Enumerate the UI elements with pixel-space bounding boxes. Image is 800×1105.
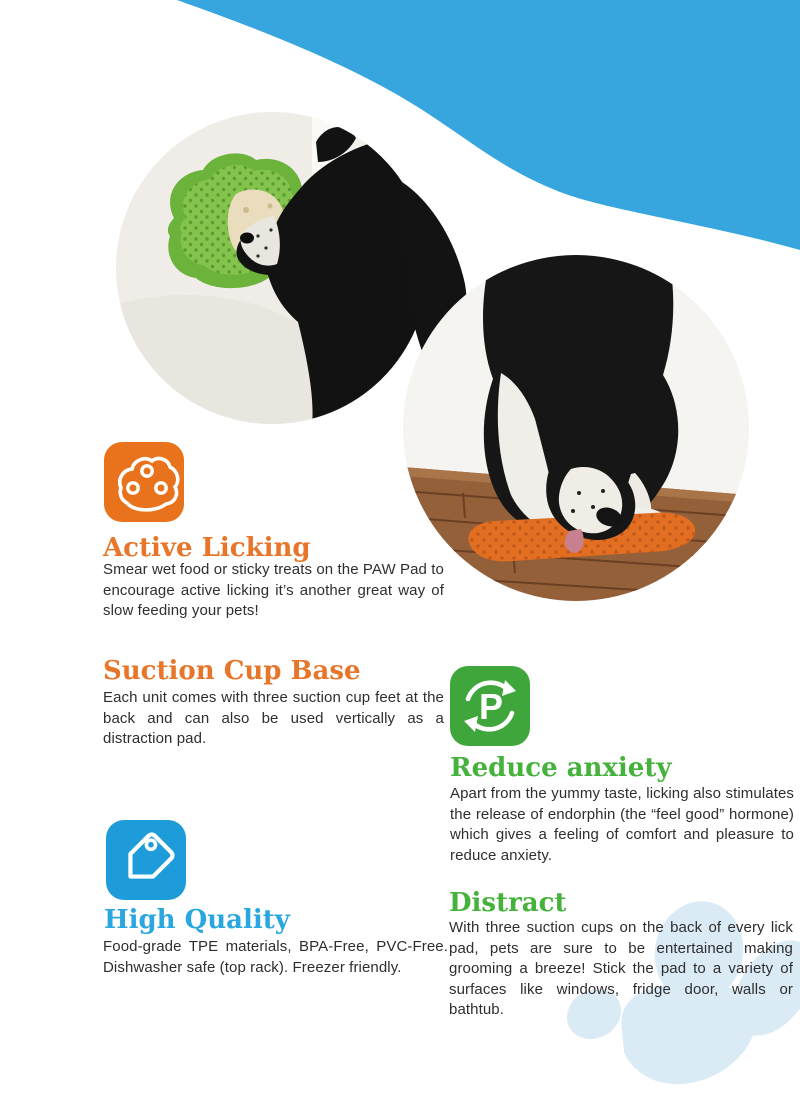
lick-pad-icon xyxy=(104,442,184,522)
svg-text:P: P xyxy=(478,686,504,727)
feature-title-high-quality: High Quality xyxy=(104,905,290,935)
dog-nose xyxy=(240,233,254,244)
price-tag-icon xyxy=(106,820,186,900)
feature-body-reduce-anxiety: Apart from the yummy taste, licking also stimulates the release of endorphin (the “feel good” hormone) which gives a feeling of comfort and pleasure to reduce anxiety. xyxy=(450,785,794,864)
feature-body-active-licking: Smear wet food or sticky treats on the PAW Pad to encourage active licking it’s another great way of slow feeding your pets! xyxy=(103,561,444,619)
feature-body-distract: With three suction cups on the back of every lick pad, pets are sure to be entertained making grooming a breeze! Stick the pad to a variety of surfaces like windows, fridge door, walls or bathtub. xyxy=(449,919,793,1018)
photo-dog-licking-wall-pad xyxy=(116,112,428,424)
feature-title-reduce-anxiety: Reduce anxiety xyxy=(450,753,672,783)
feature-body-high-quality: Food-grade TPE materials, BPA-Free, PVC-Free. Dishwasher safe (top rack). Freezer friendly. xyxy=(103,938,448,976)
feature-body-suction-cup-base: Each unit comes with three suction cup feet at the back and can also be used vertically as a distraction pad. xyxy=(103,689,444,747)
endorphin-cycle-icon xyxy=(450,666,530,746)
feature-title-suction-cup-base: Suction Cup Base xyxy=(103,656,361,686)
photo-dog-licking-floor-pad xyxy=(403,255,749,601)
feature-title-distract: Distract xyxy=(449,888,567,918)
feature-title-active-licking: Active Licking xyxy=(103,533,311,563)
